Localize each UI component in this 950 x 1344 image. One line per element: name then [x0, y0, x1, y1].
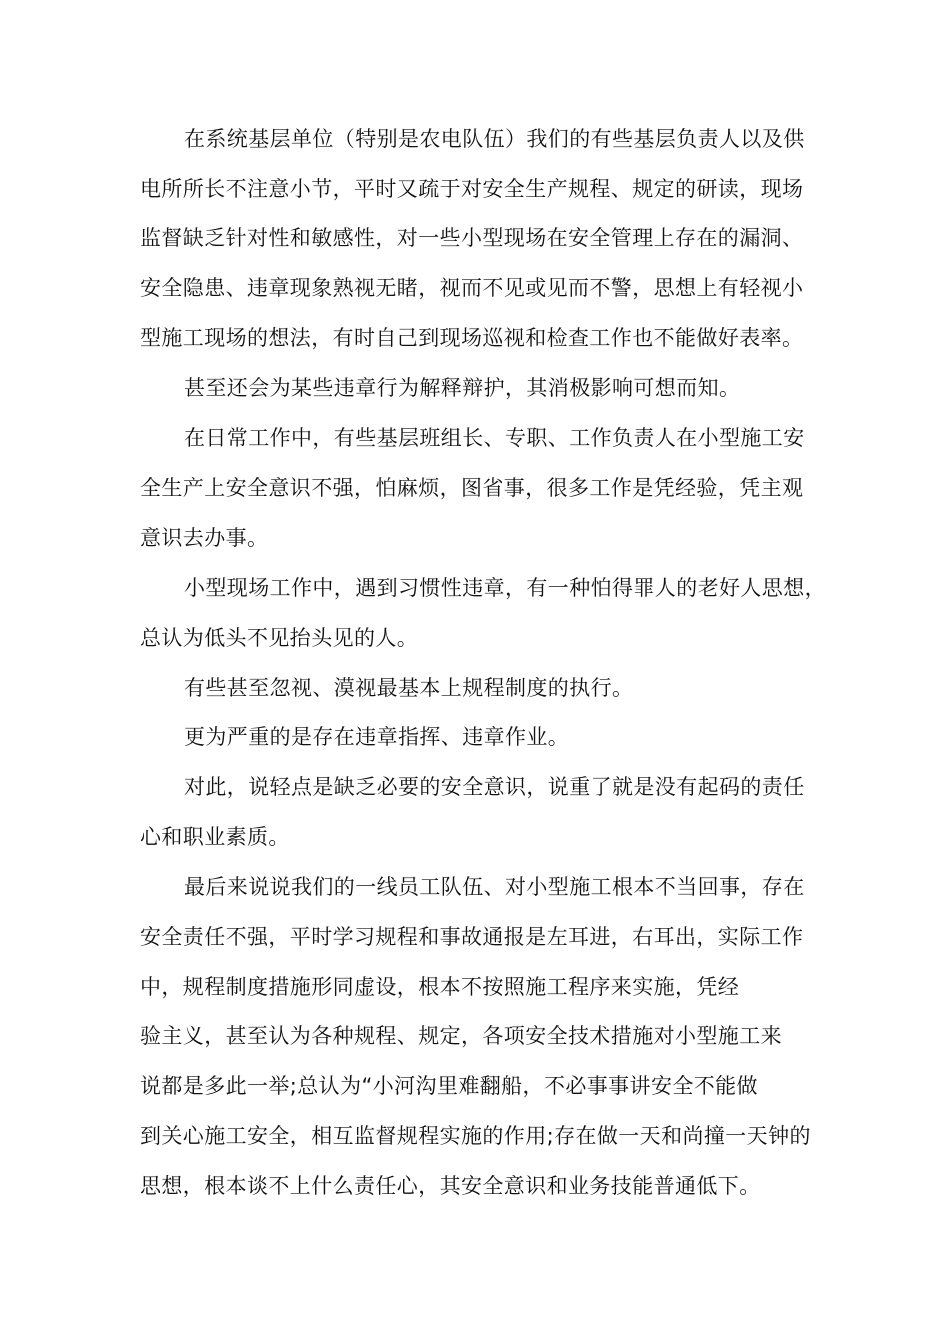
text-line: 安全隐患、违章现象熟视无睹，视而不见或见而不警，思想上有轻视小 [140, 276, 804, 300]
text-line: 更为严重的是存在违章指挥、违章作业。 [184, 725, 570, 749]
text-line: 总认为低头不见抬头见的人。 [140, 626, 419, 650]
text-line: 最后来说说我们的一线员工队伍、对小型施工根本不当回事，存在 [184, 875, 805, 899]
text-line: 中，规程制度措施形同虚设，根本不按照施工程序来实施，凭经 [140, 975, 740, 999]
text-line: 监督缺乏针对性和敏感性，对一些小型现场在安全管理上存在的漏洞、 [140, 226, 804, 250]
text-line: 在日常工作中，有些基层班组长、专职、工作负责人在小型施工安 [184, 426, 805, 450]
text-line: 思想，根本谈不上什么责任心，其安全意识和业务技能普通低下。 [140, 1174, 761, 1198]
text-line: 小型现场工作中，遇到习惯性违章，有一种怕得罪人的老好人思想， [184, 576, 826, 600]
text-line: 电所所长不注意小节，平时又疏于对安全生产规程、规定的研读，现场 [140, 177, 804, 201]
text-line: 安全责任不强，平时学习规程和事故通报是左耳进，右耳出，实际工作 [140, 925, 804, 949]
text-line: 到关心施工安全，相互监督规程实施的作用;存在做一天和尚撞一天钟的 [140, 1124, 811, 1148]
text-line: 在系统基层单位（特别是农电队伍）我们的有些基层负责人以及供 [184, 127, 805, 151]
text-line: 有些甚至忽视、漠视最基本上规程制度的执行。 [184, 676, 634, 700]
text-line: 说都是多此一举;总认为“小河沟里难翻船，不必事事讲安全不能做 [140, 1074, 758, 1098]
text-line: 对此，说轻点是缺乏必要的安全意识，说重了就是没有起码的责任 [184, 775, 805, 799]
text-line: 意识去办事。 [140, 526, 269, 550]
text-line: 全生产上安全意识不强，怕麻烦，图省事，很多工作是凭经验，凭主观 [140, 476, 804, 500]
text-line: 心和职业素质。 [140, 825, 290, 849]
text-line: 甚至还会为某些违章行为解释辩护，其消极影响可想而知。 [184, 376, 741, 400]
text-line: 验主义，甚至认为各种规程、规定，各项安全技术措施对小型施工来 [140, 1024, 782, 1048]
text-line: 型施工现场的想法，有时自己到现场巡视和检查工作也不能做好表率。 [140, 326, 804, 350]
